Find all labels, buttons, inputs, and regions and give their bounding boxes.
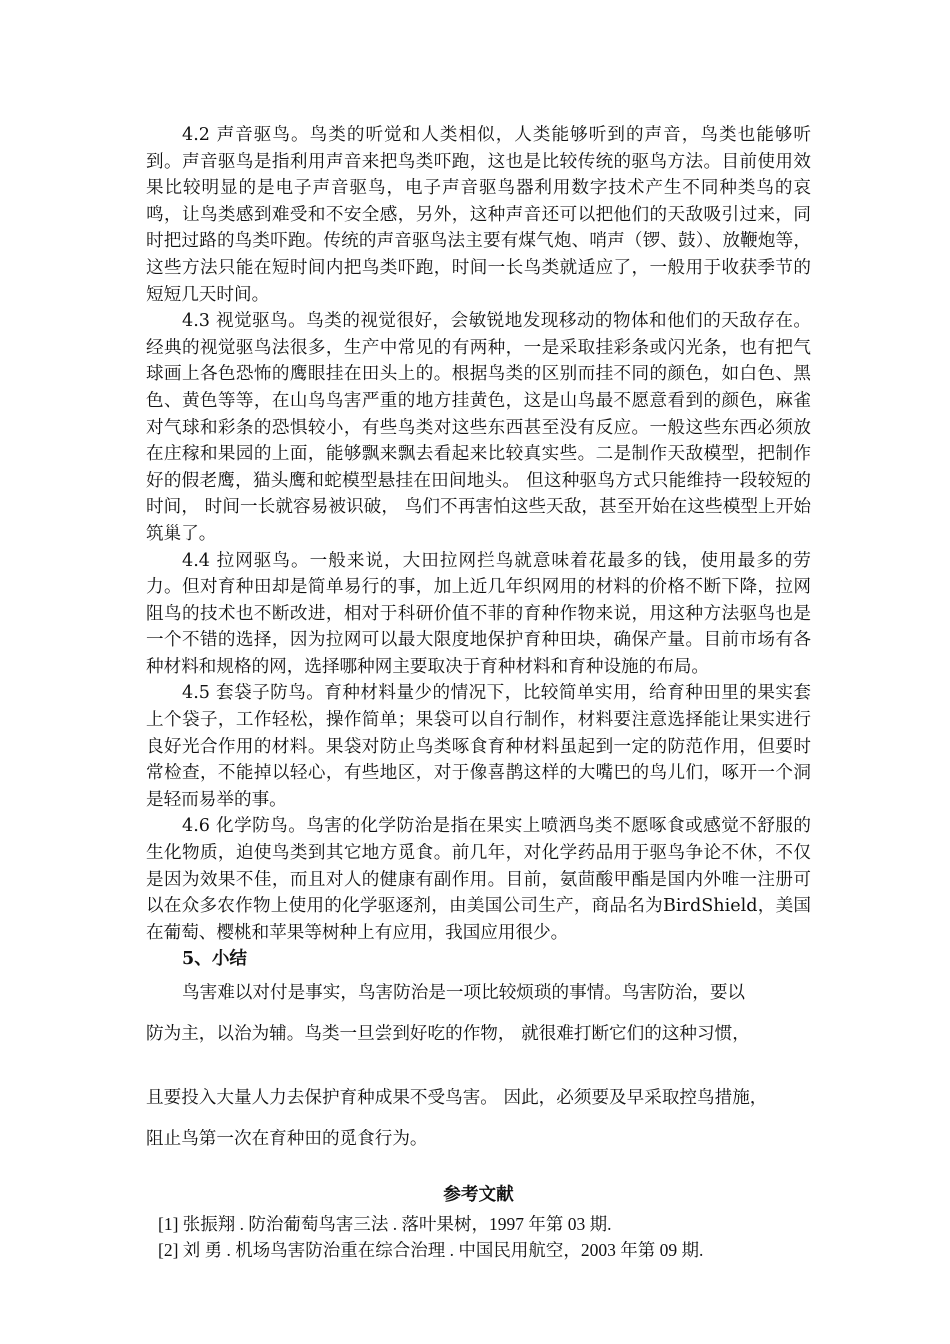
section-4-6-chemical: 4.6 化学防鸟。鸟害的化学防治是指在果实上喷洒鸟类不愿啄食或感觉不舒服的生化物质，迫使鸟类到其它地方觅食。前几年，对化学药品用于驱鸟争论不休，不仅是因为效果不佳，而且对人的健康有副作用。目前，氨茴酸甲酯是国内外唯一注册可以在众多农作物上使用的化学驱逐剂，由美国公司生产，商品名为BirdShield，美国在葡萄、樱桃和苹果等树种上有应用，我国应用很少。 [146, 816, 811, 943]
summary-line: 且要投入大量人力去保护育种成果不受鸟害。 因此，必须要及早采取控鸟措施， [146, 1088, 768, 1108]
summary-body [146, 973, 811, 1159]
summary-line: 防为主，以治为辅。鸟类一旦尝到好吃的作物， 就很难打断它们的这种习惯， [146, 1023, 750, 1044]
reference-item: [1] 张振翔 . 防治葡萄鸟害三法 . 落叶果树，1997 年第 03 期. [158, 1214, 612, 1234]
summary-heading: 5、小结 [182, 948, 248, 970]
section-4-3-visual-deterrent: 4.3 视觉驱鸟。鸟类的视觉很好，会敏锐地发现移动的物体和他们的天敌存在。经典的视觉驱鸟法很多，生产中常见的有两种，一是采取挂彩条或闪光条，也有把气球画上各色恐怖的鹰眼挂在田头上的。根据鸟类的区别而挂不同的颜色，如白色、黑色、黄色等等，在山鸟鸟害严重的地方挂黄色，这是山鸟最不愿意看到的颜色，麻雀对气球和彩条的恐惧较小，有些鸟类对这些东西甚至没有反应。一般这些东西必须放在庄稼和果园的上面，能够飘来飘去看起来比较真实些。二是制作天敌模型，把制作好的假老鹰，猫头鹰和蛇模型悬挂在田间地头。 但这种驱鸟方式只能维持一段较短的时间， 时间一长就容易被识破， 鸟们不再害怕这些天敌，甚至开始在这些模型上开始筑巢了。 [146, 311, 811, 544]
body-sections [146, 122, 811, 973]
section-4-2-voice-deterrent: 4.2 声音驱鸟。鸟类的听觉和人类相似，人类能够听到的声音，鸟类也能够听到。声音驱鸟是指利用声音来把鸟类吓跑，这也是比较传统的驱鸟方法。目前使用效果比较明显的是电子声音驱鸟，电子声音驱鸟器利用数字技术产生不同种类鸟的哀鸣，让鸟类感到难受和不安全感，另外，这种声音还可以把他们的天敌吸引过来，同时把过路的鸟类吓跑。传统的声音驱鸟法主要有煤气炮、哨声（锣、鼓）、放鞭炮等，这些方法只能在短时间内把鸟类吓跑，时间一长鸟类就适应了，一般用于收获季节的短短几天时间。 [146, 125, 811, 305]
section-4-4-netting: 4.4 拉网驱鸟。一般来说，大田拉网拦鸟就意味着花最多的钱，使用最多的劳力。但对育种田却是简单易行的事，加上近几年织网用的材料的价格不断下降，拉网阻鸟的技术也不断改进，相对于科研价值不菲的育种作物来说，用这种方法驱鸟也是一个不错的选择，因为拉网可以最大限度地保护育种田块，确保产量。目前市场有各种材料和规格的网，选择哪种网主要取决于育种材料和育种设施的布局。 [146, 550, 811, 677]
section-4-5-bagging: 4.5 套袋子防鸟。育种材料量少的情况下，比较简单实用，给育种田里的果实套上个袋子，工作轻松，操作简单；果袋可以自行制作，材料要注意选择能让果实进行良好光合作用的材料。果袋对防止鸟类啄食育种材料虽起到一定的防范作用，但要时常检查，不能掉以轻心，有些地区，对于像喜鹊这样的大嘴巴的鸟儿们，啄开一个洞是轻而易举的事。 [146, 683, 811, 810]
references-title: 参考文献 [443, 1184, 514, 1205]
reference-item: [2] 刘 勇 . 机场鸟害防治重在综合治理 . 中国民用航空，2003 年第 09 期. [158, 1240, 704, 1260]
document-page [146, 122, 811, 1263]
summary-line: 阻止鸟第一次在育种田的觅食行为。 [146, 1128, 428, 1149]
references-list [158, 1211, 811, 1263]
summary-line: 鸟害难以对付是事实，鸟害防治是一项比较烦琐的事情。鸟害防治，要以 [182, 983, 746, 1003]
